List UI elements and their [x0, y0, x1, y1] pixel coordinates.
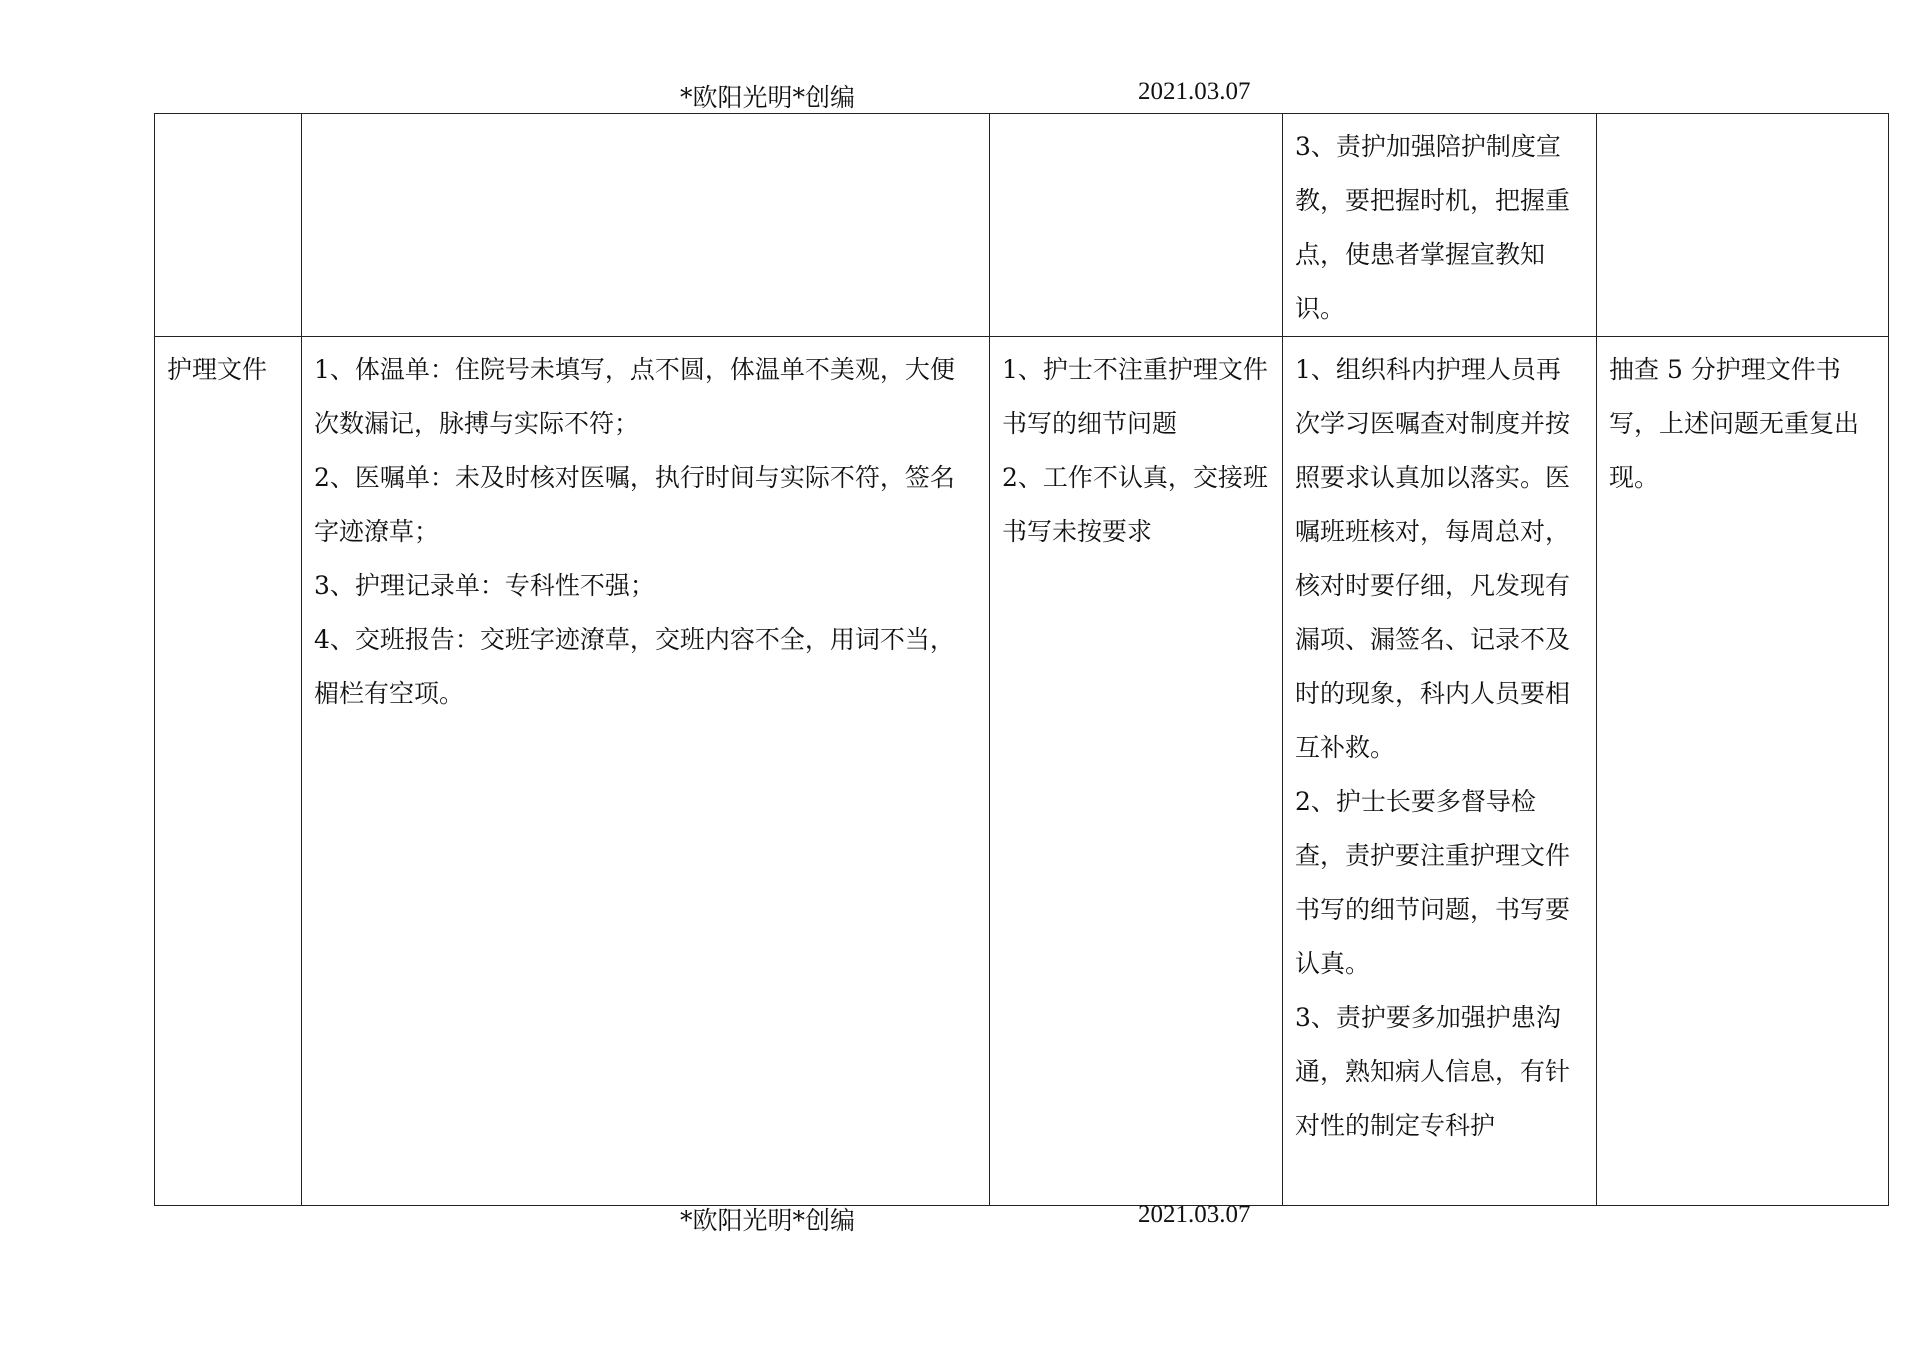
problem-item: 3、护理记录单：专科性不强； — [314, 571, 655, 600]
result-cell — [1597, 114, 1889, 337]
header-date: 2021.03.07 — [1138, 78, 1251, 105]
problems-cell — [302, 337, 990, 1206]
cause-item: 2、工作不认真，交接班书写未按要求 — [1002, 463, 1268, 546]
measure-item: 2、护士长要多督导检查，责护要注重护理文件书写的细节问题，书写要认真。 — [1295, 787, 1571, 978]
table-row — [155, 337, 1889, 1206]
footer-author: *欧阳光明*创编 — [680, 1206, 856, 1235]
header-author: *欧阳光明*创编 — [680, 83, 856, 112]
footer-date: 2021.03.07 — [1138, 1201, 1251, 1228]
measures-cell — [1283, 337, 1597, 1206]
problem-item: 2、医嘱单：未及时核对医嘱，执行时间与实际不符，签名字迹潦草； — [314, 463, 955, 546]
causes-cell — [990, 114, 1283, 337]
problem-item: 4、交班报告：交班字迹潦草，交班内容不全，用词不当，楣栏有空项。 — [314, 625, 955, 708]
nursing-quality-table — [154, 113, 1889, 1206]
category-cell — [155, 114, 302, 337]
causes-cell — [990, 337, 1283, 1206]
result-text: 抽查 5 分护理文件书写，上述问题无重复出现。 — [1609, 355, 1860, 492]
page-footer — [0, 1201, 1930, 1241]
measure-item: 3、责护加强陪护制度宣教，要把握时机，把握重点，使患者掌握宣教知识。 — [1295, 132, 1571, 323]
page-header — [0, 78, 1930, 118]
result-cell — [1597, 337, 1889, 1206]
table-row — [155, 114, 1889, 337]
measure-item: 3、责护要多加强护患沟通，熟知病人信息，有针对性的制定专科护 — [1295, 1003, 1571, 1140]
problems-cell — [302, 114, 990, 337]
problem-item: 1、体温单：住院号未填写，点不圆，体温单不美观，大便次数漏记，脉搏与实际不符； — [314, 355, 955, 438]
measure-item: 1、组织科内护理人员再次学习医嘱查对制度并按照要求认真加以落实。医嘱班班核对，每周总对，核对时要仔细，凡发现有漏项、漏签名、记录不及时的现象，科内人员要相互补救。 — [1295, 355, 1571, 762]
measures-cell — [1283, 114, 1597, 337]
cause-item: 1、护士不注重护理文件书写的细节问题 — [1002, 355, 1268, 438]
category-cell: 护理文件 — [155, 337, 302, 1206]
